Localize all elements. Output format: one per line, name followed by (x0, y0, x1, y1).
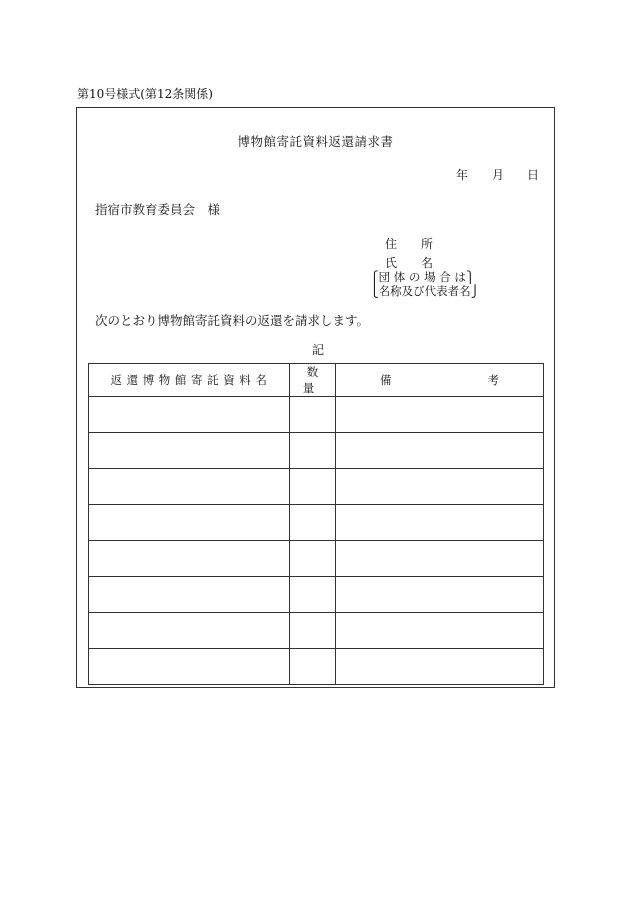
quantity-cell[interactable] (290, 469, 336, 505)
table-row (89, 505, 544, 541)
header-remarks-char-1: 備 (380, 373, 392, 387)
date-day-label: 日 (527, 168, 540, 182)
item-name-cell[interactable] (89, 577, 290, 613)
item-name-cell[interactable] (89, 433, 290, 469)
items-table (88, 363, 544, 685)
date-month-label: 月 (492, 168, 505, 182)
table-row (89, 433, 544, 469)
quantity-cell[interactable] (290, 397, 336, 433)
quantity-cell[interactable] (290, 577, 336, 613)
quantity-cell[interactable] (290, 649, 336, 685)
request-statement: 次のとおり博物館寄託資料の返還を請求します。 (95, 313, 370, 328)
quantity-cell[interactable] (290, 541, 336, 577)
table-header-row (89, 364, 544, 397)
name-label-2: 名 (421, 256, 434, 270)
item-name-cell[interactable] (89, 649, 290, 685)
header-quantity (290, 364, 336, 397)
group-note-line-1: ⎧団 体 の 場 合 は⎫ (370, 270, 475, 284)
table-row (89, 613, 544, 649)
remarks-cell[interactable] (336, 613, 544, 649)
ki-marker: 記 (312, 343, 325, 357)
header-remarks (336, 364, 544, 397)
table-row (89, 541, 544, 577)
remarks-cell[interactable] (336, 505, 544, 541)
remarks-cell[interactable] (336, 541, 544, 577)
group-note-line-2: ⎩名称及び代表者名⎭ (370, 284, 480, 298)
remarks-cell[interactable] (336, 433, 544, 469)
item-name-cell[interactable] (89, 505, 290, 541)
quantity-cell[interactable] (290, 433, 336, 469)
item-name-cell[interactable] (89, 397, 290, 433)
header-item-name-label: 返還博物館寄託資料名 (110, 373, 272, 387)
form-title: 博物館寄託資料返還請求書 (237, 134, 394, 149)
remarks-cell[interactable] (336, 577, 544, 613)
group-representative-note (370, 270, 479, 298)
table-row (89, 469, 544, 505)
header-item-name (89, 364, 290, 397)
remarks-cell[interactable] (336, 469, 544, 505)
header-quantity-label: 数量 (302, 365, 327, 395)
header-remarks-char-2: 考 (487, 373, 499, 387)
remarks-cell[interactable] (336, 397, 544, 433)
table-row (89, 397, 544, 433)
item-name-cell[interactable] (89, 541, 290, 577)
item-name-cell[interactable] (89, 469, 290, 505)
name-label-1: 氏 (385, 256, 398, 270)
form-number: 第10号様式(第12条関係) (77, 87, 213, 101)
date-year-label: 年 (456, 168, 469, 182)
table-row (89, 649, 544, 685)
quantity-cell[interactable] (290, 613, 336, 649)
address-label-2: 所 (421, 237, 434, 251)
item-name-cell[interactable] (89, 613, 290, 649)
address-label-1: 住 (385, 237, 398, 251)
addressee: 指宿市教育委員会 様 (95, 202, 221, 217)
table-row (89, 577, 544, 613)
quantity-cell[interactable] (290, 505, 336, 541)
remarks-cell[interactable] (336, 649, 544, 685)
